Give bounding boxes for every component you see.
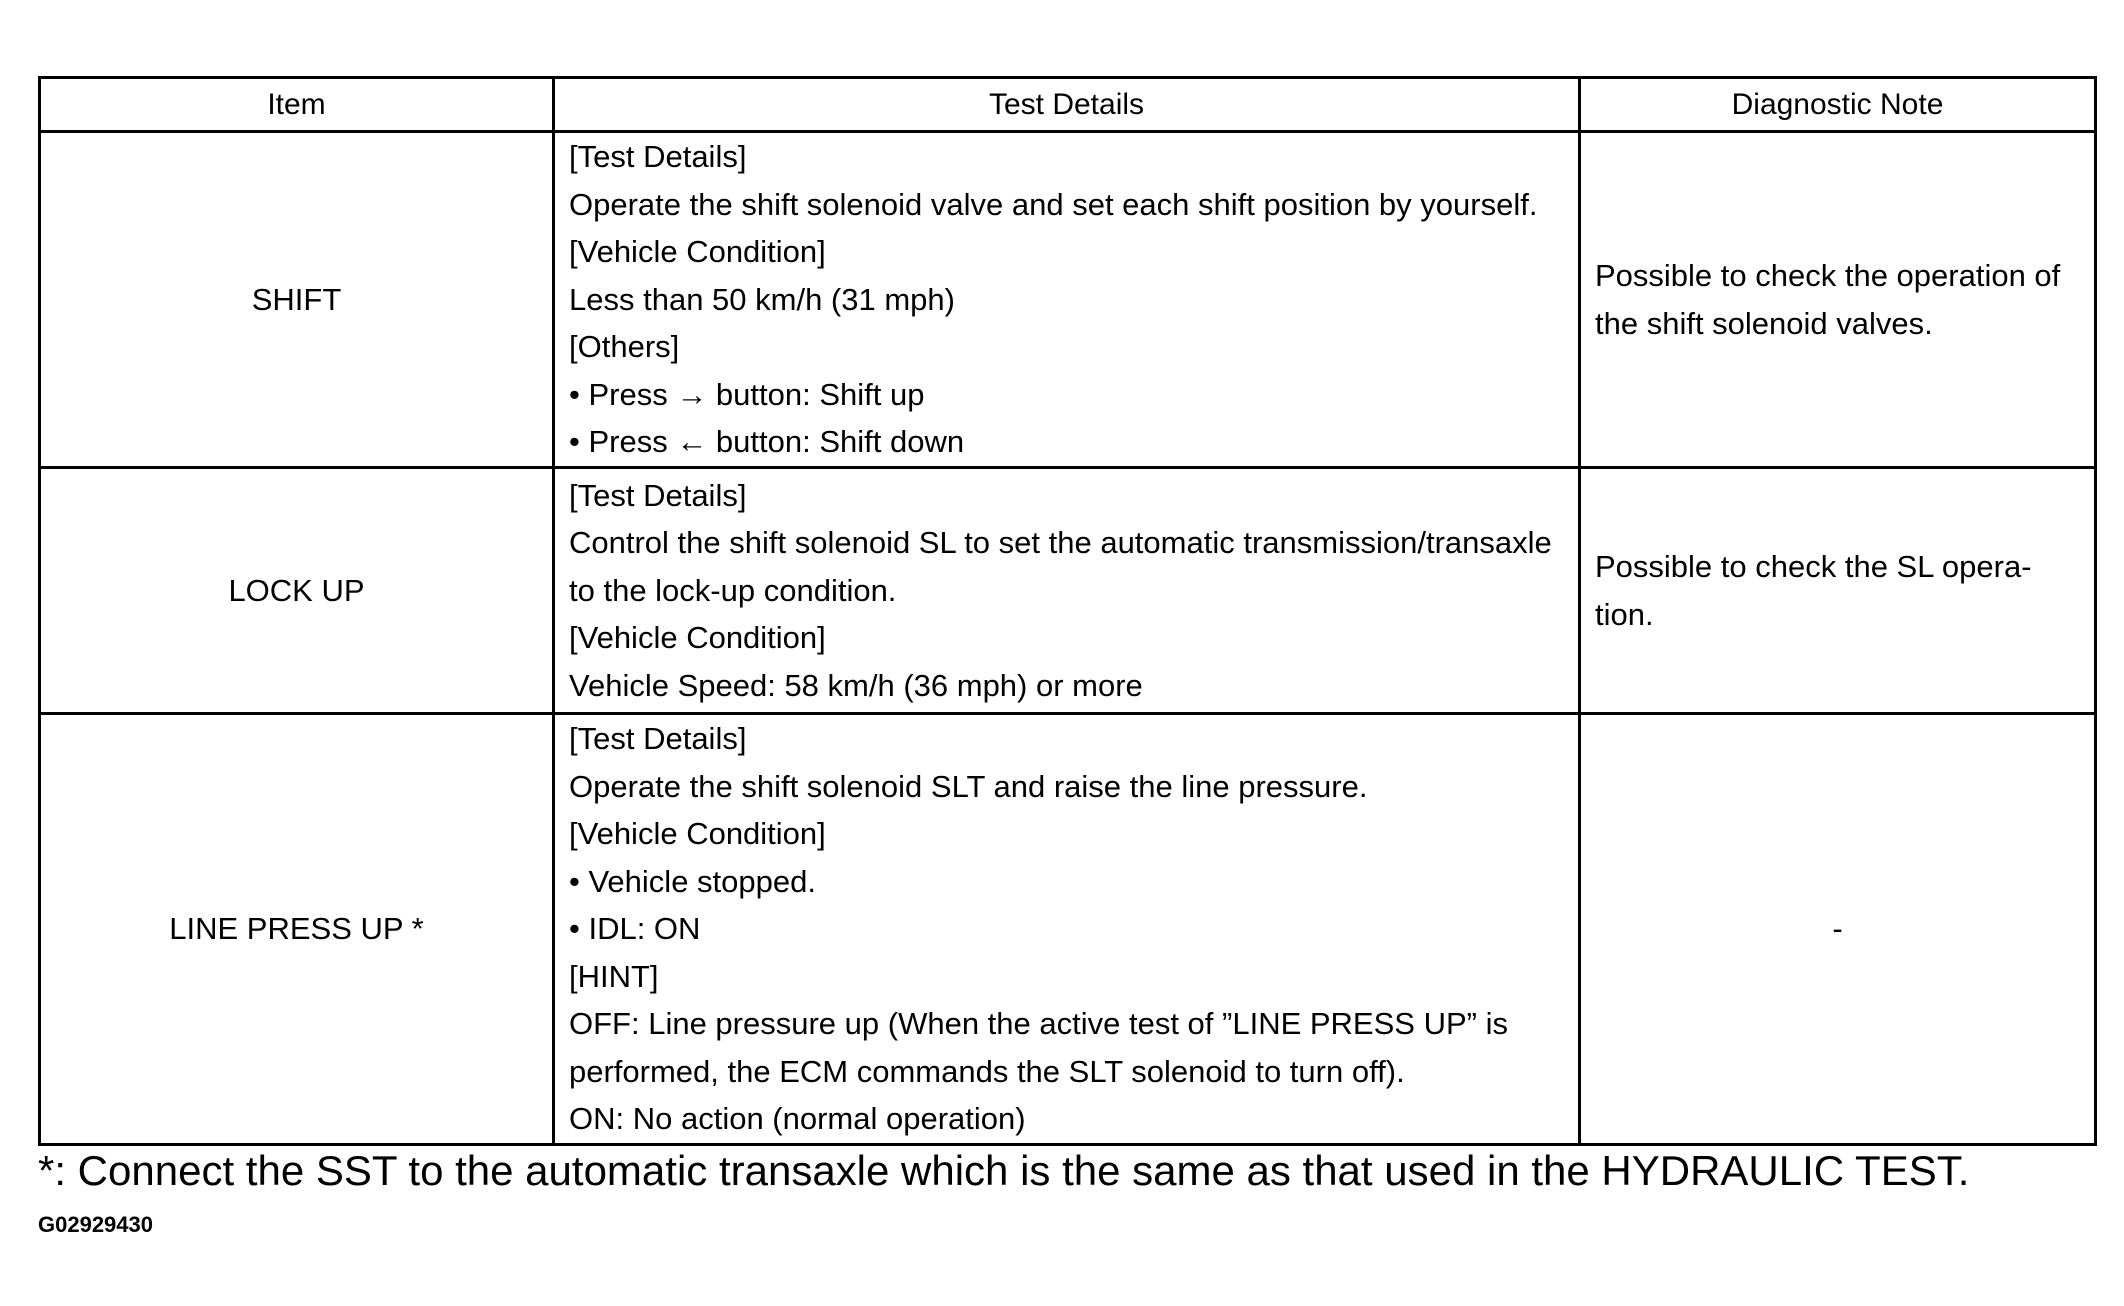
header-item: Item [40,78,554,132]
header-row [40,78,2096,132]
details-line: [HINT] [569,958,659,994]
table-row-shift [40,132,2096,468]
note-line: the shift solenoid valves. [1595,305,1933,341]
details-line: [Test Details] [569,721,747,756]
details-line: • Press → button: Shift up [569,376,925,412]
diagnostic-note-cell [1580,714,2096,1145]
details-line: Operate the shift solenoid valve and set each shift position by yourself. [569,186,1538,222]
details-line: performed, the ECM commands the SLT solenoid to turn off). [569,1053,1405,1089]
diagnostic-note-cell [1580,132,2096,468]
details-line: OFF: Line pressure up (When the active test of ”LINE PRESS UP” is [569,1006,1508,1041]
details-line: Operate the shift solenoid SLT and raise the line pressure. [569,768,1368,804]
details-line: Less than 50 km/h (31 mph) [569,281,955,317]
details-line: [Test Details] [569,139,747,175]
diagnostic-note-cell [1580,468,2096,714]
item-cell: LINE PRESS UP * [40,714,554,1145]
note-line: tion. [1595,596,1654,632]
details-line: [Test Details] [569,477,747,513]
details-line: [Vehicle Condition] [569,234,826,270]
figure-id: G02929430 [38,1212,153,1237]
header-diagnostic-note: Diagnostic Note [1580,78,2096,132]
header-test-details: Test Details [554,78,1580,132]
footnote: *: Connect the SST to the automatic transaxle which is the same as that used in the HYDRAULIC TEST. [38,1147,1970,1194]
test-details-cell [554,132,1580,468]
table-row-lock-up [40,468,2096,714]
test-details-cell [554,714,1580,1145]
details-line: Control the shift solenoid SL to set the automatic transmission/transaxle [569,525,1552,561]
item-cell: SHIFT [40,132,554,468]
details-line: to the lock-up condition. [569,572,897,608]
details-line: ON: No action (normal operation) [569,1101,1026,1136]
details-line: • Vehicle stopped. [569,863,816,899]
details-line: [Others] [569,329,680,365]
active-test-table [38,76,2097,1146]
details-line: [Vehicle Condition] [569,620,826,656]
note-line: - [1832,911,1843,946]
details-line: [Vehicle Condition] [569,816,826,851]
test-details-cell [554,468,1580,714]
details-line: • IDL: ON [569,911,701,946]
table-row-line-press-up [40,714,2096,1145]
item-cell: LOCK UP [40,468,554,714]
details-line: Vehicle Speed: 58 km/h (36 mph) or more [569,667,1143,703]
note-line: Possible to check the SL opera- [1595,549,2032,584]
details-line: • Press ← button: Shift down [569,424,965,460]
note-line: Possible to check the operation of [1595,258,2061,293]
